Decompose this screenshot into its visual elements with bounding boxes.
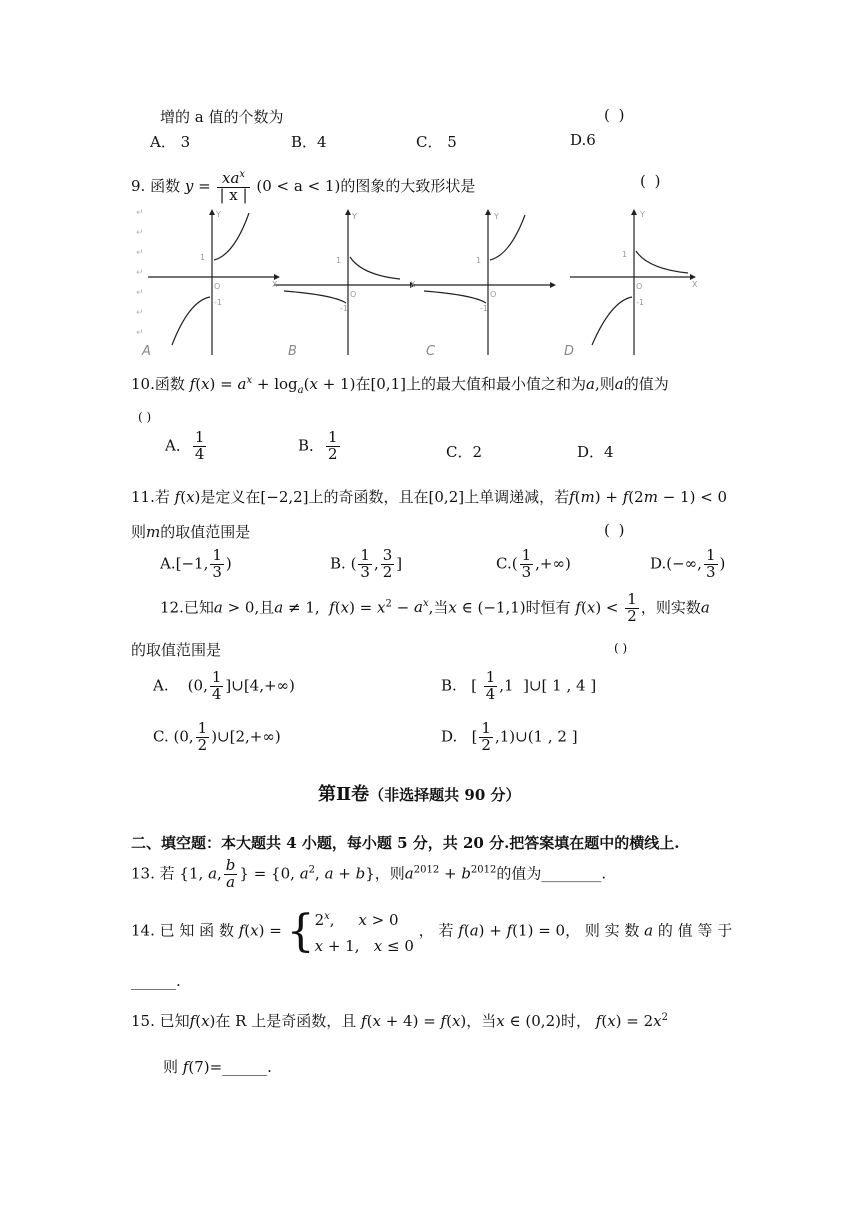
q8-option-d: D.6 <box>570 131 596 149</box>
q10-option-c: C．2 <box>446 443 483 461</box>
q8-option-b: B．4 <box>291 133 327 151</box>
q10-option-b: B． $\frac{1}{2}$ <box>298 428 338 463</box>
q12-option-b: B. [ $\frac{1}{4}$ ,1 ]∪[ 1 , 4 ] <box>441 668 597 703</box>
q11-option-b: B. ( $\frac{1}{3}$ , $\frac{3}{2}$ ] <box>330 546 403 581</box>
svg-text:↵: ↵ <box>136 208 144 218</box>
q10-number: 10. <box>131 375 155 393</box>
q11-option-a: A.[−1, $\frac{1}{3}$ ) <box>160 546 232 581</box>
q10-question: 10.函数 $f(x) = a^x + \log_a(x + 1)$在[0,1]上的最大值和最小值之和为a,则a的值为 <box>131 375 669 396</box>
q15-text3: ，当 <box>466 1012 497 1030</box>
q10-mid: 在[0,1]上的最大值和最小值之和为 <box>355 375 587 393</box>
q8-answer-paren: ( ) <box>604 106 627 124</box>
q14-blank: ______. <box>131 972 181 990</box>
q13-text2: ，则 <box>374 864 405 883</box>
q9-lead: 函数 <box>150 176 181 195</box>
q12-option-c: C. (0, $\frac{1}{2}$ )∪[2,+∞) <box>153 719 281 754</box>
q11-option-b-label: B. <box>330 554 346 573</box>
q15-text2: 在 R 上是奇函数，且 <box>215 1012 357 1030</box>
part2-heading: 二、填空题：本大题共 4 小题，每小题 5 分，共 20 分.把答案填在题中的横线上. <box>131 834 680 852</box>
q11-line2b: 的取值范围是 <box>160 523 251 541</box>
svg-text:X: X <box>692 280 698 289</box>
q9-graph-b <box>270 205 420 363</box>
q12-text5: ，则实数 <box>640 598 701 617</box>
q12-line2: 的取值范围是 <box>131 641 222 659</box>
q9-question <box>131 170 475 204</box>
svg-text:↵: ↵ <box>136 228 144 238</box>
q15-line2: 则 f(7)=______. <box>163 1058 272 1076</box>
q11-text1: 若 <box>154 488 170 506</box>
q13-question: 13. 若 {1, a, $\frac{b}{a}$ } = {0, $a^2$, a + b}，则$a^{2012} + b^{2012}$的值为________. <box>131 856 607 891</box>
q10-lead: 函数 <box>154 375 185 393</box>
svg-text:B: B <box>288 344 297 359</box>
q14-question: 14. 已 知 函 数 $f(x) = \{2^x$, x > 0 x + 1, x ≤ 0 ， 若 f(a) + f(1) = 0， 则 实 数 a 的 值 等 于 <box>131 905 733 957</box>
svg-text:-1: -1 <box>636 298 644 307</box>
q11-text2: 是定义在[−2,2]上的奇函数，且在[0,2]上单调递减，若 <box>200 488 570 506</box>
q8-option-a: A． 3 <box>150 133 191 151</box>
svg-text:D: D <box>564 344 575 359</box>
svg-text:-1: -1 <box>340 304 348 313</box>
svg-text:X: X <box>272 280 278 289</box>
q8-tail-text: 增的 a 值的个数为 <box>160 108 284 126</box>
q10-answer-paren: ( ) <box>138 410 152 424</box>
svg-text:↵: ↵ <box>136 248 144 258</box>
q12-number: 12. <box>160 598 184 617</box>
q10-option-a-label: A． <box>165 436 191 455</box>
svg-text:Y: Y <box>216 210 221 219</box>
q9-condition: (0 < a < 1) <box>256 176 341 195</box>
q9-fraction: $\frac{xa^x}{| x |}$ <box>219 169 248 204</box>
svg-text:-1: -1 <box>480 304 488 313</box>
svg-text:C: C <box>426 344 436 359</box>
q15-question: 15. 已知f(x)在 R 上是奇函数，且 f(x + 4) = f(x)，当x ∈ (0,2)时， $f(x) = 2x^2$ <box>131 1012 668 1030</box>
q12-question: 12.已知a > 0,且a ≠ 1, $f(x) = x^2 - a^x$,当x ∈ (−1,1)时恒有 f(x) < $\frac{1}{2}$ ，则实数a <box>160 590 710 625</box>
q12-option-b-label: B. <box>441 676 457 695</box>
q12-text3: 当 <box>433 598 449 617</box>
q10-tail: ,则 <box>594 375 615 393</box>
svg-text:A: A <box>142 344 151 359</box>
q14-text3: ， 则 实 数 <box>565 921 640 940</box>
q10-formula: f <box>189 375 196 393</box>
svg-text:O: O <box>636 282 643 291</box>
q11-option-d-label: D. <box>650 554 667 573</box>
q10-option-b-label: B． <box>298 436 325 455</box>
q11-answer-paren: ( ) <box>604 521 627 539</box>
q14-text1: 已 知 函 数 <box>159 921 234 940</box>
q15-text1: 已知 <box>159 1012 190 1030</box>
svg-text:↵: ↵ <box>136 268 144 278</box>
svg-text:-1: -1 <box>214 298 222 307</box>
q11-line2a: 则 <box>131 523 147 541</box>
q15-text4: 时， <box>560 1012 591 1030</box>
svg-text:O: O <box>214 282 221 291</box>
q11-line2: 则m的取值范围是 <box>131 523 251 541</box>
q12-option-c-label: C. <box>153 727 169 746</box>
svg-text:Y: Y <box>494 212 499 221</box>
section-subtitle: （非选择题共 90 分） <box>369 786 521 804</box>
q9-graph-a <box>134 205 284 363</box>
q9-answer-paren: ( ) <box>640 172 663 190</box>
svg-text:1: 1 <box>622 250 628 259</box>
section-title <box>318 780 521 806</box>
svg-text:O: O <box>350 290 357 299</box>
q12-text1: 已知 <box>183 598 214 617</box>
q8-option-c: C． 5 <box>416 133 457 151</box>
q12-option-a-label: A. <box>153 676 169 695</box>
svg-text:1: 1 <box>336 256 342 265</box>
svg-text:Y: Y <box>640 210 645 219</box>
q13-text1: 若 <box>159 864 175 883</box>
svg-text:↵: ↵ <box>136 308 144 318</box>
q13-number: 13. <box>131 864 155 883</box>
q9-number: 9. <box>131 176 146 195</box>
q12-answer-paren: ( ) <box>614 641 628 655</box>
q9-formula: y = <box>184 176 216 195</box>
q12-option-a: A. (0, $\frac{1}{4}$ ]∪[4,+∞) <box>153 668 295 703</box>
q11-question: 11.若 f(x)是定义在[−2,2]上的奇函数，且在[0,2]上单调递减，若f(m) + f(2m − 1) < 0 <box>131 488 728 506</box>
svg-text:1: 1 <box>200 253 206 262</box>
svg-text:↵: ↵ <box>136 328 144 338</box>
q11-option-a-label: A. <box>160 554 176 573</box>
svg-text:O: O <box>490 290 497 299</box>
q14-text4: 的 值 等 于 <box>657 921 733 940</box>
q15-line2-tail: =______. <box>209 1058 272 1076</box>
q12-option-d-label: D. <box>441 727 458 746</box>
svg-text:Y: Y <box>352 212 357 221</box>
q15-line2-lead: 则 <box>163 1058 179 1076</box>
section-title-main: 第Ⅱ卷 <box>318 784 370 805</box>
q11-option-d: D.(−∞, $\frac{1}{3}$ ) <box>650 546 726 581</box>
q10-tail2: 的值为 <box>623 375 669 393</box>
q14-number: 14. <box>131 921 155 940</box>
q10-option-a: A． $\frac{1}{4}$ <box>165 428 205 463</box>
q12-text2: ,且 <box>254 598 275 617</box>
q9-graph-c <box>410 205 560 363</box>
q9-graph-d <box>556 205 706 363</box>
q11-option-c-label: C. <box>496 554 512 573</box>
svg-text:1: 1 <box>476 256 482 265</box>
q10-option-d: D．4 <box>577 443 614 461</box>
q12-option-d: D. [ $\frac{1}{2}$ ,1)∪(1 , 2 ] <box>441 719 578 754</box>
q13-text3: 的值为________. <box>496 864 607 883</box>
q14-text2: ， 若 <box>418 921 454 940</box>
svg-text:X: X <box>410 280 416 289</box>
q9-tail: 的图象的大致形状是 <box>340 176 476 195</box>
q15-number: 15. <box>131 1012 155 1030</box>
q11-option-c: C.( $\frac{1}{3}$ ,+∞) <box>496 546 571 581</box>
svg-text:↵: ↵ <box>136 288 144 298</box>
q12-text4: 时恒有 <box>525 598 571 617</box>
q11-number: 11. <box>131 488 155 506</box>
